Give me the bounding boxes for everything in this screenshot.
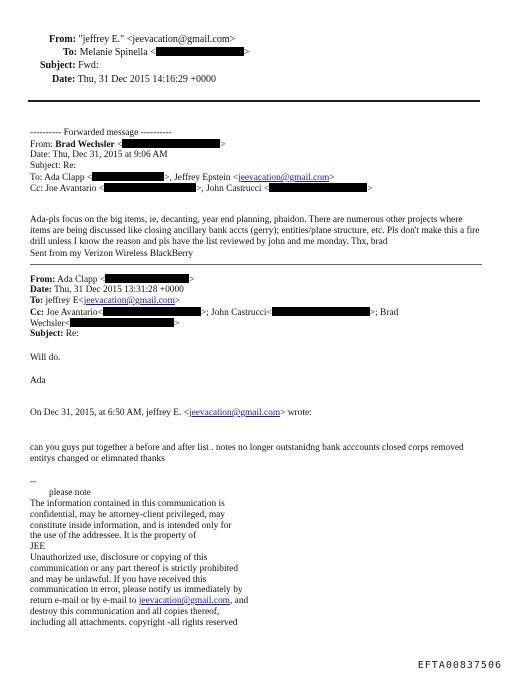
redaction-box — [122, 139, 220, 148]
header-from-label: From: — [49, 34, 77, 45]
disclaimer-line: JEE — [30, 542, 46, 553]
disclaimer-line: communication or any part thereof is strictly prohibited — [30, 563, 239, 574]
forwarded-cc-end: > — [367, 184, 373, 194]
header-subject-value: Fwd: — [78, 60, 99, 71]
signature-please-note: please note — [49, 488, 91, 498]
redaction-box — [92, 172, 164, 181]
forwarded-from-label: From: — [30, 140, 53, 150]
disclaimer-line: destroy this communication and all copies thereof, — [30, 606, 220, 617]
disclaimer-line: the use of the addressee. It is the property of — [30, 531, 197, 542]
reply-from-value: Ada Clapp < — [57, 275, 106, 285]
disclaimer-line-with-link — [30, 596, 248, 607]
disclaimer-line: communication in error, please notify us immediately by — [30, 585, 243, 596]
reply-cc-end: >; Brad — [369, 308, 399, 318]
redaction-box — [105, 274, 189, 283]
reply-to-label: To: — [30, 296, 44, 306]
forwarded-to-mid: >, Jeffrey Epstein < — [164, 173, 239, 183]
redaction-box — [272, 307, 370, 316]
reply-date — [30, 285, 184, 296]
header-subject — [40, 60, 99, 72]
forwarded-to-prefix: To: Ada Clapp < — [30, 173, 93, 183]
bates-number: EFTA00837506 — [417, 660, 502, 671]
signature-dashes: -- — [30, 477, 37, 487]
reply-subject-value: Re: — [65, 329, 79, 339]
reply-from: From: Ada Clapp < > — [30, 275, 195, 285]
header-to: To: Melanie Spinella < > — [63, 47, 250, 58]
redaction-box — [269, 183, 367, 192]
header-date — [52, 74, 216, 86]
reply-body-line2: Ada — [30, 376, 46, 386]
quoted-intro — [30, 408, 312, 419]
disclaimer-line: confidential, may be attorney-client privileged, may — [30, 509, 225, 520]
redaction-box — [156, 47, 244, 56]
email-link[interactable]: jeevacation@gmail.com — [83, 296, 175, 306]
quoted-intro-prefix: On Dec 31, 2015, at 6:50 AM, jeffrey E. < — [30, 408, 189, 418]
forwarded-cc-mid: >, John Castrucci < — [196, 184, 270, 194]
forwarded-subject: Subject: Re: — [30, 161, 77, 171]
header-divider — [28, 100, 480, 102]
reply-subject-label: Subject: — [30, 329, 64, 339]
reply-date-label: Date: — [30, 285, 52, 295]
quoted-intro-suffix: > wrote: — [280, 408, 312, 418]
email-link[interactable]: jeevacation@gmail.com — [238, 173, 330, 183]
redaction-box — [104, 183, 196, 192]
disclaimer-line: constitute inside information, and is intended only for — [30, 520, 232, 531]
header-to-label: To: — [63, 47, 78, 58]
disclaimer-link-suffix: , and — [229, 596, 249, 607]
disclaimer-line: Unauthorized use, disclosure or copying of this — [30, 552, 208, 563]
disclaimer-line: including all attachments. copyright -all rights reserved — [30, 617, 238, 628]
reply-subject — [30, 329, 79, 340]
forwarded-cc — [30, 183, 372, 195]
disclaimer-line: The information contained in this communication is — [30, 499, 225, 509]
forwarded-from: From: Brad Wechsler < > — [30, 140, 226, 150]
reply-date-value: Thu, 31 Dec 2015 13:31:28 +0000 — [54, 285, 184, 295]
forwarded-cc-prefix: Cc: Joe Avantario < — [30, 184, 105, 194]
reply-divider — [30, 264, 482, 265]
forwarded-to-end: > — [329, 173, 335, 183]
forwarded-date: Date: Thu, Dec 31, 2015 at 9:06 AM — [30, 150, 168, 160]
forwarded-signature: Sent from my Verizon Wireless BlackBerry — [30, 249, 194, 259]
email-link[interactable]: jeevacation@gmail.com — [189, 408, 281, 418]
redaction-box — [70, 318, 174, 327]
reply-from-label: From: — [30, 275, 56, 285]
quoted-body: can you guys put together a before and after list . notes no longer outstanidng bank acccounts closed corps removed entitys changed or elimnated thanks — [30, 443, 464, 465]
reply-cc-line2-text: Wechsler< — [30, 319, 70, 329]
header-subject-label: Subject: — [40, 60, 76, 71]
forwarded-from-name: Brad Wechsler — [55, 140, 115, 150]
reply-cc-value: Joe Avantario< — [46, 308, 103, 318]
reply-cc-mid: >; John Castrucci< — [200, 308, 272, 318]
header-date-value: Thu, 31 Dec 2015 14:16:29 +0000 — [77, 74, 217, 85]
disclaimer-line: and may be unlawful. If you have received this — [30, 574, 207, 585]
redaction-box — [103, 307, 201, 316]
email-link[interactable]: jeevacation@gmail.com — [138, 596, 230, 607]
disclaimer-link-prefix: return e-mail or by e-mail to — [30, 596, 139, 607]
reply-cc-label: Cc: — [30, 308, 45, 318]
header-date-label: Date: — [52, 74, 76, 85]
reply-to-value: jeffrey E< — [45, 296, 84, 306]
disclaimer-block — [30, 499, 248, 629]
header-to-value: Melanie Spinella < — [79, 47, 156, 58]
header-from — [49, 34, 235, 46]
forwarded-marker: ---------- Forwarded message ---------- — [30, 128, 172, 138]
header-from-value: "jeffrey E." <jeevacation@gmail.com> — [78, 34, 236, 45]
reply-cc-line2: Wechsler< > — [30, 319, 180, 329]
reply-body-line1: Will do. — [30, 353, 61, 363]
reply-to: To: jeffrey E<jeevacation@gmail.com> — [30, 296, 181, 306]
forwarded-body: Ada-pls focus on the big items, ie, decanting, year end planning, phaidon. There are numerous other projects where items are being discussed like closing ancillary bank accts (gerry); entities/plane structure, etc. Pls don't make this a fire drill unless I know the reason and pls have the list reviewed by john and me monday. Thx, brad — [30, 215, 480, 248]
